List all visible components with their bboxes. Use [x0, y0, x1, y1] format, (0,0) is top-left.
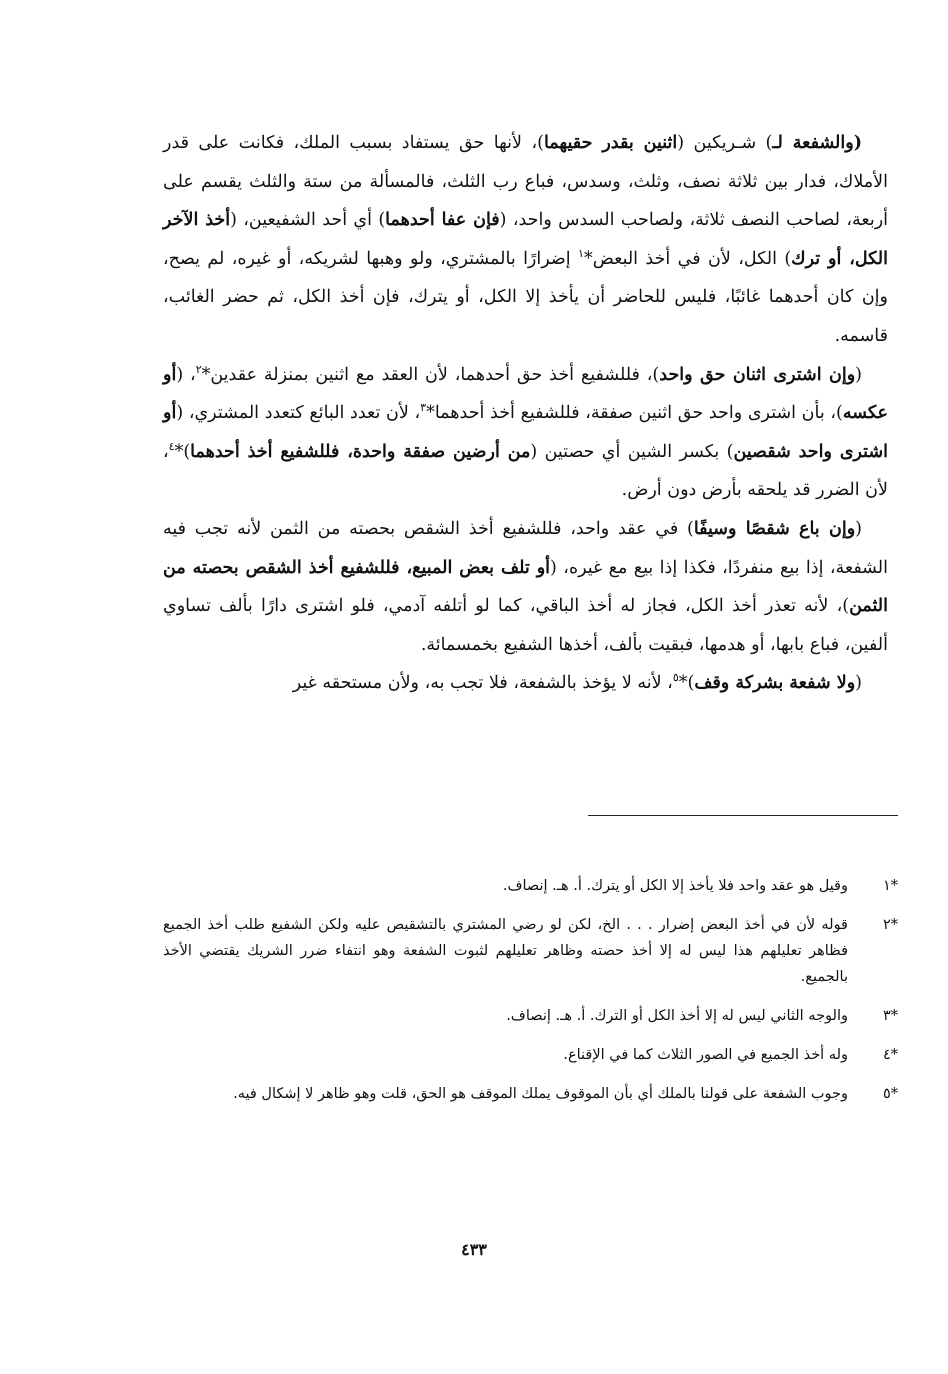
footnote-marker: *٤ — [882, 1047, 898, 1063]
bold-phrase: أو تلف بعض المبيع، فللشفيع أخذ الشقص بحصته من الثمن — [163, 557, 888, 617]
text-run: إضرارًا بالمشتري، ولو وهبها لشريكه، أو غيره، لم يصح، وإن كان أحدهما غائبًا، فليس للحاضر أن يأخذ إلا الكل، أو يترك، فإن أخذ الكل، ثم حضر الغائب، قاسمه. — [163, 248, 888, 346]
text-run: ، ( — [176, 364, 196, 385]
footnote-text: قوله لأن في أخذ البعض إضرار . . . الخ، لكن لو رضي المشتري بالتشقيص عليه ولكن الشفيع طلب أخذ الجميع فظاهر تعليلهم هذا ليس له إلا أخذ حصته وظاهر تعليلهم لثبوت الشفعة وهو انتفاء ضرر الشريك يقتضي الأخذ بالجميع. — [163, 917, 848, 985]
text-run: ، لأن تعدد البائع كتعدد المشتري، ( — [176, 403, 421, 424]
footnote-marker: *٥ — [882, 1086, 898, 1102]
footnote-ref-1[interactable]: ١ — [578, 246, 584, 260]
main-text — [163, 124, 888, 703]
footnote-marker: *٣ — [882, 1008, 898, 1024]
bold-phrase: فإن عفا أحدهما — [385, 210, 500, 231]
footnote-2 — [163, 912, 898, 990]
bold-phrase: من أرضين صفقة واحدة، فللشفيع أخذ أحدهما — [190, 441, 531, 462]
bold-phrase: (والشفعة لـ — [772, 133, 862, 153]
text-run: )، لأنه تعذر أخذ الكل، فجاز له أخذ الباقي، كما لو أتلفه آدمي، فلو اشترى دارًا بألف تساوي ألفين، فباع بابها، أو هدمها، فبقيت بألف، أخذها الشفيع بخمسمائة. — [163, 596, 888, 655]
text-run: ) شـريكين ( — [677, 133, 773, 153]
footnote-1 — [163, 873, 898, 899]
footnote-text: وقيل هو عقد واحد فلا يأخذ إلا الكل أو يترك. أ. هـ. إنصاف. — [502, 878, 848, 894]
text-run: ) الكل، لأن في أخذ البعض* — [583, 248, 792, 269]
footnote-divider — [588, 815, 898, 816]
page-number: ٤٣٣ — [461, 1240, 487, 1259]
bold-phrase: ولا شفعة بشركة وقف — [694, 673, 856, 694]
text-run: ، لأنه لا يؤخذ بالشفعة، فلا تجب به، ولأن مستحقه غير — [292, 673, 673, 694]
text-run: )، فللشفيع أخذ حق أحدهما، لأن العقد مع اثنين بمنزلة عقدين* — [201, 364, 660, 385]
footnote-ref-4[interactable]: ٤ — [168, 439, 175, 453]
footnote-ref-3[interactable]: ٣ — [420, 401, 427, 415]
bold-phrase: وإن اشترى اثنان حق واحد — [659, 364, 856, 385]
bold-phrase: وإن باع شقصًا وسيفًا — [693, 518, 856, 539]
text-run: )، بأن اشترى واحد حق اثنين صفقة، فللشفيع أخذ أحدهما* — [426, 403, 843, 424]
text-run: ( — [855, 673, 862, 694]
footnote-5 — [163, 1081, 898, 1107]
text-run: ، لأن الضرر قد يلحقه بأرض دون أرض. — [163, 441, 888, 501]
paragraph-2 — [163, 356, 888, 510]
footnote-marker: *٢ — [882, 917, 898, 933]
text-run: ( — [855, 518, 862, 539]
footnote-marker: *١ — [882, 878, 898, 894]
text-run: ) بكسر الشين أي حصتين ( — [530, 441, 734, 462]
bold-phrase: اثنين بقدر حقيهما — [543, 133, 678, 153]
bold-phrase: أو اشترى واحد شقصين — [163, 403, 888, 462]
text-run: )* — [174, 441, 191, 462]
text-run: )، لأنها حق يستفاد بسبب الملك، فكانت على قدر الأملاك، فدار بين ثلاثة نصف، وثلث، وسدس، فباع رب الثلث، فالمسألة من ستة والثلث يقسم على أربعة، لصاحب النصف ثلاثة، ولصاحب السدس واحد، ( — [163, 133, 889, 231]
paragraph-1 — [163, 124, 888, 356]
paragraph-4 — [163, 664, 888, 703]
text-run: ) في عقد واحد، فللشفيع أخذ الشقص بحصته من الثمن لأنه تجب فيه الشفعة، إذا بيع منفردًا، فكذا إذا بيع مع غيره، ( — [163, 518, 888, 578]
bold-phrase: أخذ الآخر الكل، أو ترك — [163, 210, 888, 269]
footnotes — [163, 873, 898, 1120]
footnote-4 — [163, 1042, 898, 1068]
text-run: ) أي أحد الشفيعين، ( — [230, 210, 386, 231]
footnote-text: وله أخذ الجميع في الصور الثلاث كما في الإقناع. — [563, 1047, 848, 1063]
footnote-text: والوجه الثاني ليس له إلا أخذ الكل أو الترك. أ. هـ. إنصاف. — [506, 1008, 848, 1024]
footnote-3 — [163, 1003, 898, 1029]
bold-phrase: أو عكسه — [163, 364, 888, 424]
footnote-ref-5[interactable]: ٥ — [672, 671, 679, 685]
text-run: ( — [855, 364, 862, 385]
text-run: )* — [678, 673, 695, 694]
paragraph-3 — [163, 510, 888, 664]
footnote-ref-2[interactable]: ٢ — [195, 362, 202, 376]
footnote-text: وجوب الشفعة على قولنا بالملك أي بأن الموقوف يملك الموقف هو الحق، قلت وهو ظاهر لا إشكال فيه. — [233, 1086, 848, 1102]
